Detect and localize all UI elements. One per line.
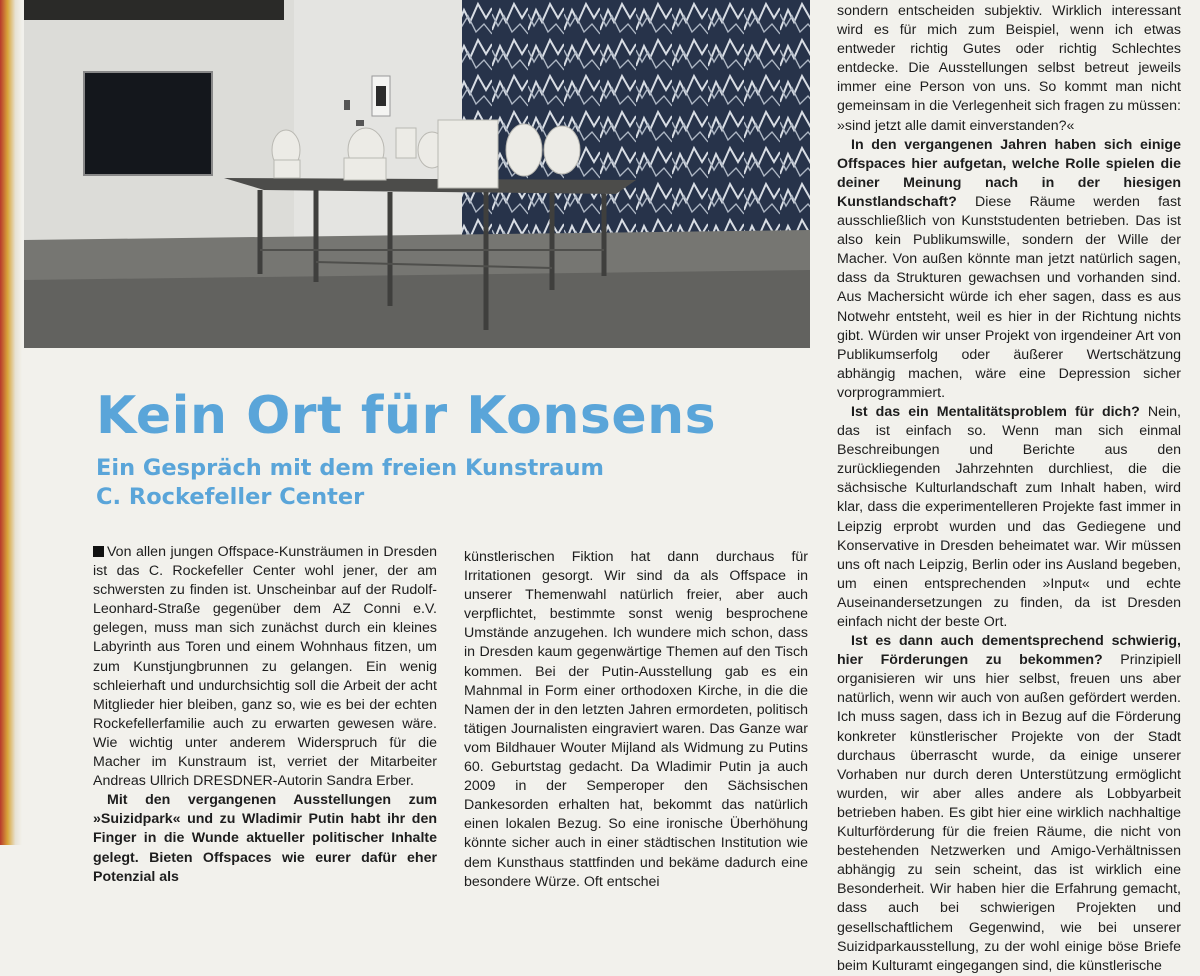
article-title: Kein Ort für Konsens: [96, 386, 717, 446]
text-column-left: [93, 543, 437, 887]
gallery-photo-icon: [24, 0, 810, 348]
article-subtitle: [96, 454, 604, 512]
subtitle-line: Ein Gespräch mit dem freien Kunstraum: [96, 455, 604, 481]
magazine-binding-edge: [0, 0, 22, 845]
question: Ist es dann auch dementsprechend schwierig, hier Förderungen zu bekommen?: [837, 633, 1181, 669]
text-column-right: [837, 2, 1181, 976]
answer: Diese Räume werden fast ausschließlich von Kunststudenten betrieben. Das ist also kein Publikumswille, sondern der Wille der Macher. Von außen könnte man jetzt natürlich sagen, dass da Strukturen gewachsen und vorhanden sind. Aus Machersicht würde ich eher sagen, dass es aus Notwehr entsteht, weil es hier in der Richtung nichts gibt. Würden wir unser Projekt von irgendeiner Art von Publikumserfolg oder äußerer Wertschätzung abhängig machen, wäre eine Depression sicher vorprogrammiert.: [837, 193, 1181, 401]
intro-text: Von allen jungen Offspace-Kunsträumen in Dresden ist das C. Rockefeller Center wohl jener, der am schwersten zu finden ist. Unscheinbar auf der Rudolf-Leonhard-Straße gegenüber dem AZ Conni e.V. gelegen, muss man sich zunächst durch ein kleines Labyrinth aus Toren und einem Wohnhaus fitzen, um zum Kunstjungbrunnen zu gelangen. Ein wenig schleierhaft und undurchsichtig soll die Arbeit der acht Mitglieder hier bleiben, ganz so, wie es bei der echten Rockefellerfamilie auch zu erwarten gewesen wäre. Wie wichtig unter anderem Widerspruch für die Macher im Kunstraum ist, verriet der Mitarbeiter Andreas Ullrich DRESDNER-Autorin Sandra Erber.: [93, 544, 437, 790]
question: Ist das ein Mentalitätsproblem für dich?: [851, 403, 1140, 420]
paragraph-square-icon: [93, 546, 104, 557]
gallery-photo: [24, 0, 810, 348]
paragraph: [837, 136, 1181, 403]
answer: Nein, das ist einfach so. Wenn man sich einmal Beschreibungen und Berichte aus den zurückliegenden Jahrzehnten durchliest, die die sächsische Kulturlandschaft zum Inhalt haben, wird klar, dass die experimentelleren Projekte fast immer in Leipzig erprobt wurden und das Gediegene und Konservative in Dresden beheimatet war. Wir müssen uns oft nach Leipzig, Berlin oder ins Ausland begeben, um einen entsprechenden »Input« und echte Auseinandersetzungen zu finden, da ist Dresden einfach nicht der beste Ort.: [837, 403, 1181, 630]
subtitle-line: C. Rockefeller Center: [96, 484, 365, 510]
paragraph: [837, 632, 1181, 976]
answer: Prinzipiell organisieren wir uns hier selbst, freuen uns aber natürlich, wenn wir auch von außen gefördert werden. Ich muss sagen, dass ich in Bezug auf die Förderung konkreter künstlerischer Projekte von der Stadt durchaus überrascht wurde, da einige unserer Vorhaben nur durch deren Unterstützung ermöglicht wurden, wir aber alles andere als Lobbyarbeit betrieben haben. Es gibt hier eine wirklich nachhaltige Kulturförderung für die freien Räume, die nicht von bestehenden Netzwerken und Amigo-Verhältnissen abhängig zu sein scheint, das ist wirklich eine Besonderheit. Wir haben hier die Erfahrung gemacht, dass auch bei schwierigen Projekten und gesellschaftlichem Gegenwind, wie bei unserer Suizidparkausstellung, zu der wohl einige böse Briefe beim Kulturamt eingegangen sind, die künstlerische: [837, 652, 1181, 974]
question: In den vergangenen Jahren haben sich einige Offspaces hier aufgetan, welche Rolle spielen die deiner Meinung nach in der hiesigen Kunstlandschaft?: [837, 136, 1181, 210]
intro-paragraph: [93, 543, 437, 791]
question: Mit den vergangenen Ausstellungen zum »Suizidpark« und zu Wladimir Putin habt ihr den Finger in die Wunde aktueller politischer Inhalte gelegt. Bieten Offspaces wie eurer dafür eher Potenzial als: [93, 792, 437, 885]
paragraph: [837, 403, 1181, 632]
paragraph: künstlerischen Fiktion hat dann durchaus für Irritationen gesorgt. Wir sind da als Offspace in unserer Themenwahl natürlich freier, aber auch verpflichtet, bestimmte sonst wenig besprochene Umstände anzugehen. Ich wundere mich schon, dass in Dresden kaum gegenwärtige Themen auf den Tisch kommen. Bei der Putin-Ausstellung gab es ein Mahnmal in Form einer orthodoxen Kirche, in die die Namen der in den letzten Jahren ermordeten, politisch tätigen Journalisten eingraviert waren. Das Ganze war vom Bildhauer Wouter Mijland als Widmung zu Putins 60. Geburtstag gedacht. Da Wladimir Putin ja auch 2009 in der Semperoper den Sächsischen Dankesorden erhalten hat, bekommt das natürlich einen lokalen Bezug. So eine ironische Überhöhung könnte sicher auch in einer städtischen Institution wie dem Kunsthaus stattfinden und bekäme dadurch eine besondere Würze. Oft entschei: [464, 549, 808, 890]
paragraph: sondern entscheiden subjektiv. Wirklich interessant wird es für mich zum Beispiel, wenn ich etwas entweder richtig Gutes oder richtig Schlechtes entdecke. Die Ausstellungen selbst betreut jeweils immer eine Person von uns. So kommt man nicht gemeinsam in die Verlegenheit sich fragen zu müssen: »sind jetzt alle damit einverstanden?«: [837, 3, 1181, 134]
text-column-middle: [464, 548, 808, 892]
